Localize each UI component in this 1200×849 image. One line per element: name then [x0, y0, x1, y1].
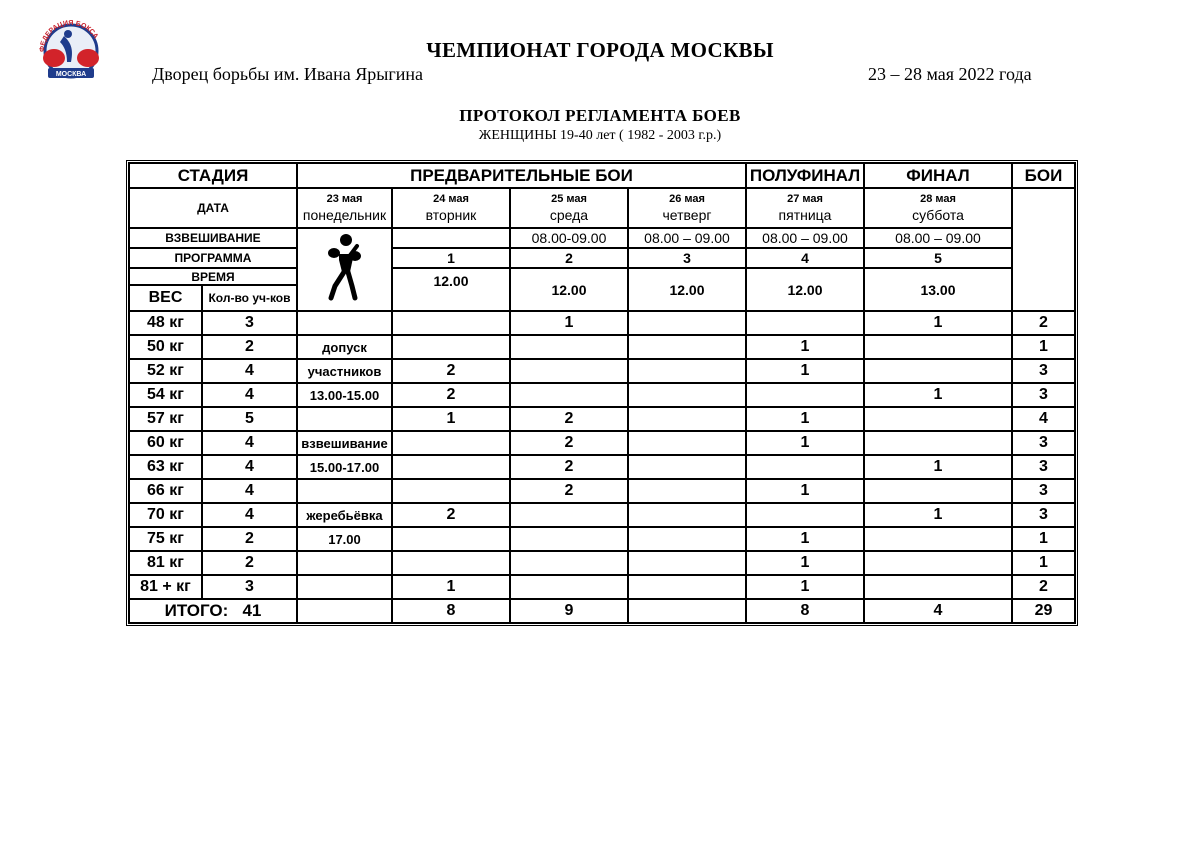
date-row: [129, 188, 1075, 228]
svg-text:ФЕДЕРАЦИЯ БОКСА: ФЕДЕРАЦИЯ БОКСА: [38, 19, 100, 53]
boxing-pictogram-cell: [297, 228, 392, 311]
count-cell: 4: [202, 503, 297, 527]
event-dates: 23 – 28 мая 2022 года: [868, 64, 1032, 84]
bouts-label: БОИ: [1012, 163, 1075, 188]
day-cell: 24 мая вторник: [392, 188, 510, 228]
weighin-cell: 08.00 – 09.00: [628, 228, 746, 248]
time-label: ВРЕМЯ: [129, 268, 297, 285]
bout-cell: [510, 503, 628, 527]
bout-cell: [510, 383, 628, 407]
bouts-total-cell: 1: [1012, 527, 1075, 551]
day-cell: 26 мая четверг: [628, 188, 746, 228]
weight-cell: 54 кг: [129, 383, 202, 407]
date-label: ДАТА: [129, 188, 297, 228]
boxer-icon: [315, 232, 375, 302]
time-cell: 12.00: [510, 268, 628, 311]
note-cell: 17.00: [297, 527, 392, 551]
schedule-table: [126, 160, 1078, 626]
bout-cell: [392, 431, 510, 455]
count-cell: 4: [202, 359, 297, 383]
bout-cell: [864, 431, 1012, 455]
bout-cell: 1: [746, 551, 864, 575]
bout-cell: [392, 551, 510, 575]
time-row: [129, 268, 1075, 285]
weight-cell: 63 кг: [129, 455, 202, 479]
semifinal-label: ПОЛУФИНАЛ: [746, 163, 864, 188]
bout-cell: [628, 311, 746, 335]
venue: Дворец борьбы им. Ивана Ярыгина: [152, 64, 424, 84]
bout-cell: [628, 527, 746, 551]
note-cell: [297, 407, 392, 431]
program-cell: 1: [392, 248, 510, 268]
note-cell: [297, 551, 392, 575]
bout-cell: [628, 359, 746, 383]
weighin-cell: 08.00 – 09.00: [864, 228, 1012, 248]
final-label: ФИНАЛ: [864, 163, 1012, 188]
bout-cell: [864, 575, 1012, 599]
bout-cell: 1: [746, 407, 864, 431]
bouts-total-cell: 1: [1012, 551, 1075, 575]
day-cell: 25 мая среда: [510, 188, 628, 228]
bout-cell: [628, 455, 746, 479]
total-cell: 9: [510, 599, 628, 623]
weight-cell: 50 кг: [129, 335, 202, 359]
count-cell: 4: [202, 479, 297, 503]
weight-cell: 70 кг: [129, 503, 202, 527]
weight-cell: 48 кг: [129, 311, 202, 335]
time-cell: 12.00: [392, 268, 510, 311]
bout-cell: 1: [392, 407, 510, 431]
total-cell: 8: [746, 599, 864, 623]
bout-cell: 2: [392, 383, 510, 407]
bouts-total-cell: 3: [1012, 455, 1075, 479]
program-cell: 5: [864, 248, 1012, 268]
weight-cell: 75 кг: [129, 527, 202, 551]
weight-cell: 66 кг: [129, 479, 202, 503]
note-cell: жеребьёвка: [297, 503, 392, 527]
weight-row: [129, 503, 1075, 527]
protocol-title: ПРОТОКОЛ РЕГЛАМЕНТА БОЕВ: [459, 106, 741, 125]
count-cell: 3: [202, 311, 297, 335]
bout-cell: [864, 335, 1012, 359]
bout-cell: [864, 551, 1012, 575]
weight-cell: 60 кг: [129, 431, 202, 455]
weight-row: [129, 383, 1075, 407]
bout-cell: 1: [864, 383, 1012, 407]
total-cell: 4: [864, 599, 1012, 623]
bout-cell: 2: [510, 407, 628, 431]
total-cell: [628, 599, 746, 623]
count-label: Кол-во уч-ков: [202, 285, 297, 311]
weight-row: [129, 479, 1075, 503]
weight-row: [129, 455, 1075, 479]
program-label: ПРОГРАММА: [129, 248, 297, 268]
note-cell: 15.00-17.00: [297, 455, 392, 479]
bout-cell: 2: [392, 503, 510, 527]
bout-cell: 2: [510, 455, 628, 479]
total-row: [129, 599, 1075, 623]
weight-row: [129, 551, 1075, 575]
bouts-header-blank: [1012, 188, 1075, 311]
note-cell: [297, 479, 392, 503]
bout-cell: [628, 479, 746, 503]
bout-cell: 1: [864, 311, 1012, 335]
weight-cell: 81 кг: [129, 551, 202, 575]
total-label-cell: [129, 599, 297, 623]
bout-cell: 1: [392, 575, 510, 599]
weight-label: ВЕС: [129, 285, 202, 311]
bout-cell: 2: [510, 431, 628, 455]
weighin-label: ВЗВЕШИВАНИЕ: [129, 228, 297, 248]
bouts-total-cell: 2: [1012, 311, 1075, 335]
bout-cell: [628, 383, 746, 407]
bout-cell: [628, 503, 746, 527]
bouts-total-cell: 3: [1012, 383, 1075, 407]
bout-cell: [392, 335, 510, 359]
weighin-cell: 08.00 – 09.00: [746, 228, 864, 248]
bout-cell: 1: [746, 575, 864, 599]
bout-cell: 1: [746, 527, 864, 551]
note-cell: [297, 311, 392, 335]
bouts-total-cell: 3: [1012, 503, 1075, 527]
count-cell: 2: [202, 335, 297, 359]
bouts-total-cell: 3: [1012, 479, 1075, 503]
bout-cell: [510, 335, 628, 359]
program-cell: 4: [746, 248, 864, 268]
weight-row: [129, 335, 1075, 359]
bout-cell: 2: [510, 479, 628, 503]
weight-cell: 52 кг: [129, 359, 202, 383]
day-cell: 27 мая пятница: [746, 188, 864, 228]
bouts-total-cell: 2: [1012, 575, 1075, 599]
total-blank: [297, 599, 392, 623]
bout-cell: 1: [864, 455, 1012, 479]
note-cell: взвешивание: [297, 431, 392, 455]
weighin-cell: [392, 228, 510, 248]
program-row: [129, 248, 1075, 268]
total-count: 41: [242, 601, 262, 620]
bout-cell: 1: [746, 359, 864, 383]
total-cell: 8: [392, 599, 510, 623]
stage-label: СТАДИЯ: [129, 163, 297, 188]
weight-row: [129, 527, 1075, 551]
program-cell: 2: [510, 248, 628, 268]
time-cell: 12.00: [628, 268, 746, 311]
bout-cell: [746, 383, 864, 407]
bout-cell: [628, 335, 746, 359]
bout-cell: [628, 575, 746, 599]
category-subtitle: ЖЕНЩИНЫ 19-40 лет ( 1982 - 2003 г.р.): [478, 128, 722, 143]
count-cell: 4: [202, 431, 297, 455]
bout-cell: [510, 359, 628, 383]
bout-cell: [510, 575, 628, 599]
bout-cell: [864, 407, 1012, 431]
count-cell: 4: [202, 383, 297, 407]
bouts-total-cell: 3: [1012, 431, 1075, 455]
weight-row: [129, 311, 1075, 335]
bout-cell: [628, 431, 746, 455]
weight-row: [129, 575, 1075, 599]
total-label: ИТОГО:: [164, 601, 229, 620]
total-bouts-cell: 29: [1012, 599, 1075, 623]
count-cell: 4: [202, 455, 297, 479]
count-cell: 3: [202, 575, 297, 599]
bout-cell: 1: [864, 503, 1012, 527]
bout-cell: [746, 503, 864, 527]
bout-cell: [392, 479, 510, 503]
bout-cell: 1: [510, 311, 628, 335]
stage-header-row: [129, 163, 1075, 188]
championship-title: ЧЕМПИОНАТ ГОРОДА МОСКВЫ: [426, 38, 774, 62]
note-cell: 13.00-15.00: [297, 383, 392, 407]
weight-row: [129, 359, 1075, 383]
bout-cell: 1: [746, 479, 864, 503]
weighin-row: [129, 228, 1075, 248]
day-cell: 23 мая понедельник: [297, 188, 392, 228]
svg-text:МОСКВА: МОСКВА: [55, 71, 87, 78]
bouts-total-cell: 1: [1012, 335, 1075, 359]
prelim-label: ПРЕДВАРИТЕЛЬНЫЕ БОИ: [297, 163, 746, 188]
bout-cell: [746, 311, 864, 335]
bout-cell: [392, 311, 510, 335]
weight-row: [129, 407, 1075, 431]
count-cell: 5: [202, 407, 297, 431]
bout-cell: [628, 551, 746, 575]
bout-cell: [628, 407, 746, 431]
time-cell: 12.00: [746, 268, 864, 311]
count-cell: 2: [202, 551, 297, 575]
note-cell: участников: [297, 359, 392, 383]
day-cell: 28 мая суббота: [864, 188, 1012, 228]
bout-cell: [392, 455, 510, 479]
bout-cell: [510, 527, 628, 551]
bout-cell: [746, 455, 864, 479]
weight-row: [129, 431, 1075, 455]
bout-cell: 1: [746, 335, 864, 359]
bout-cell: 1: [746, 431, 864, 455]
weight-cell: 81 + кг: [129, 575, 202, 599]
program-cell: 3: [628, 248, 746, 268]
bout-cell: [864, 527, 1012, 551]
bout-cell: [392, 527, 510, 551]
count-cell: 2: [202, 527, 297, 551]
bouts-total-cell: 4: [1012, 407, 1075, 431]
bout-cell: 2: [392, 359, 510, 383]
note-cell: [297, 575, 392, 599]
bouts-total-cell: 3: [1012, 359, 1075, 383]
time-cell: 13.00: [864, 268, 1012, 311]
note-cell: допуск: [297, 335, 392, 359]
bout-cell: [864, 479, 1012, 503]
bout-cell: [510, 551, 628, 575]
weighin-cell: 08.00-09.00: [510, 228, 628, 248]
weight-cell: 57 кг: [129, 407, 202, 431]
bout-cell: [864, 359, 1012, 383]
